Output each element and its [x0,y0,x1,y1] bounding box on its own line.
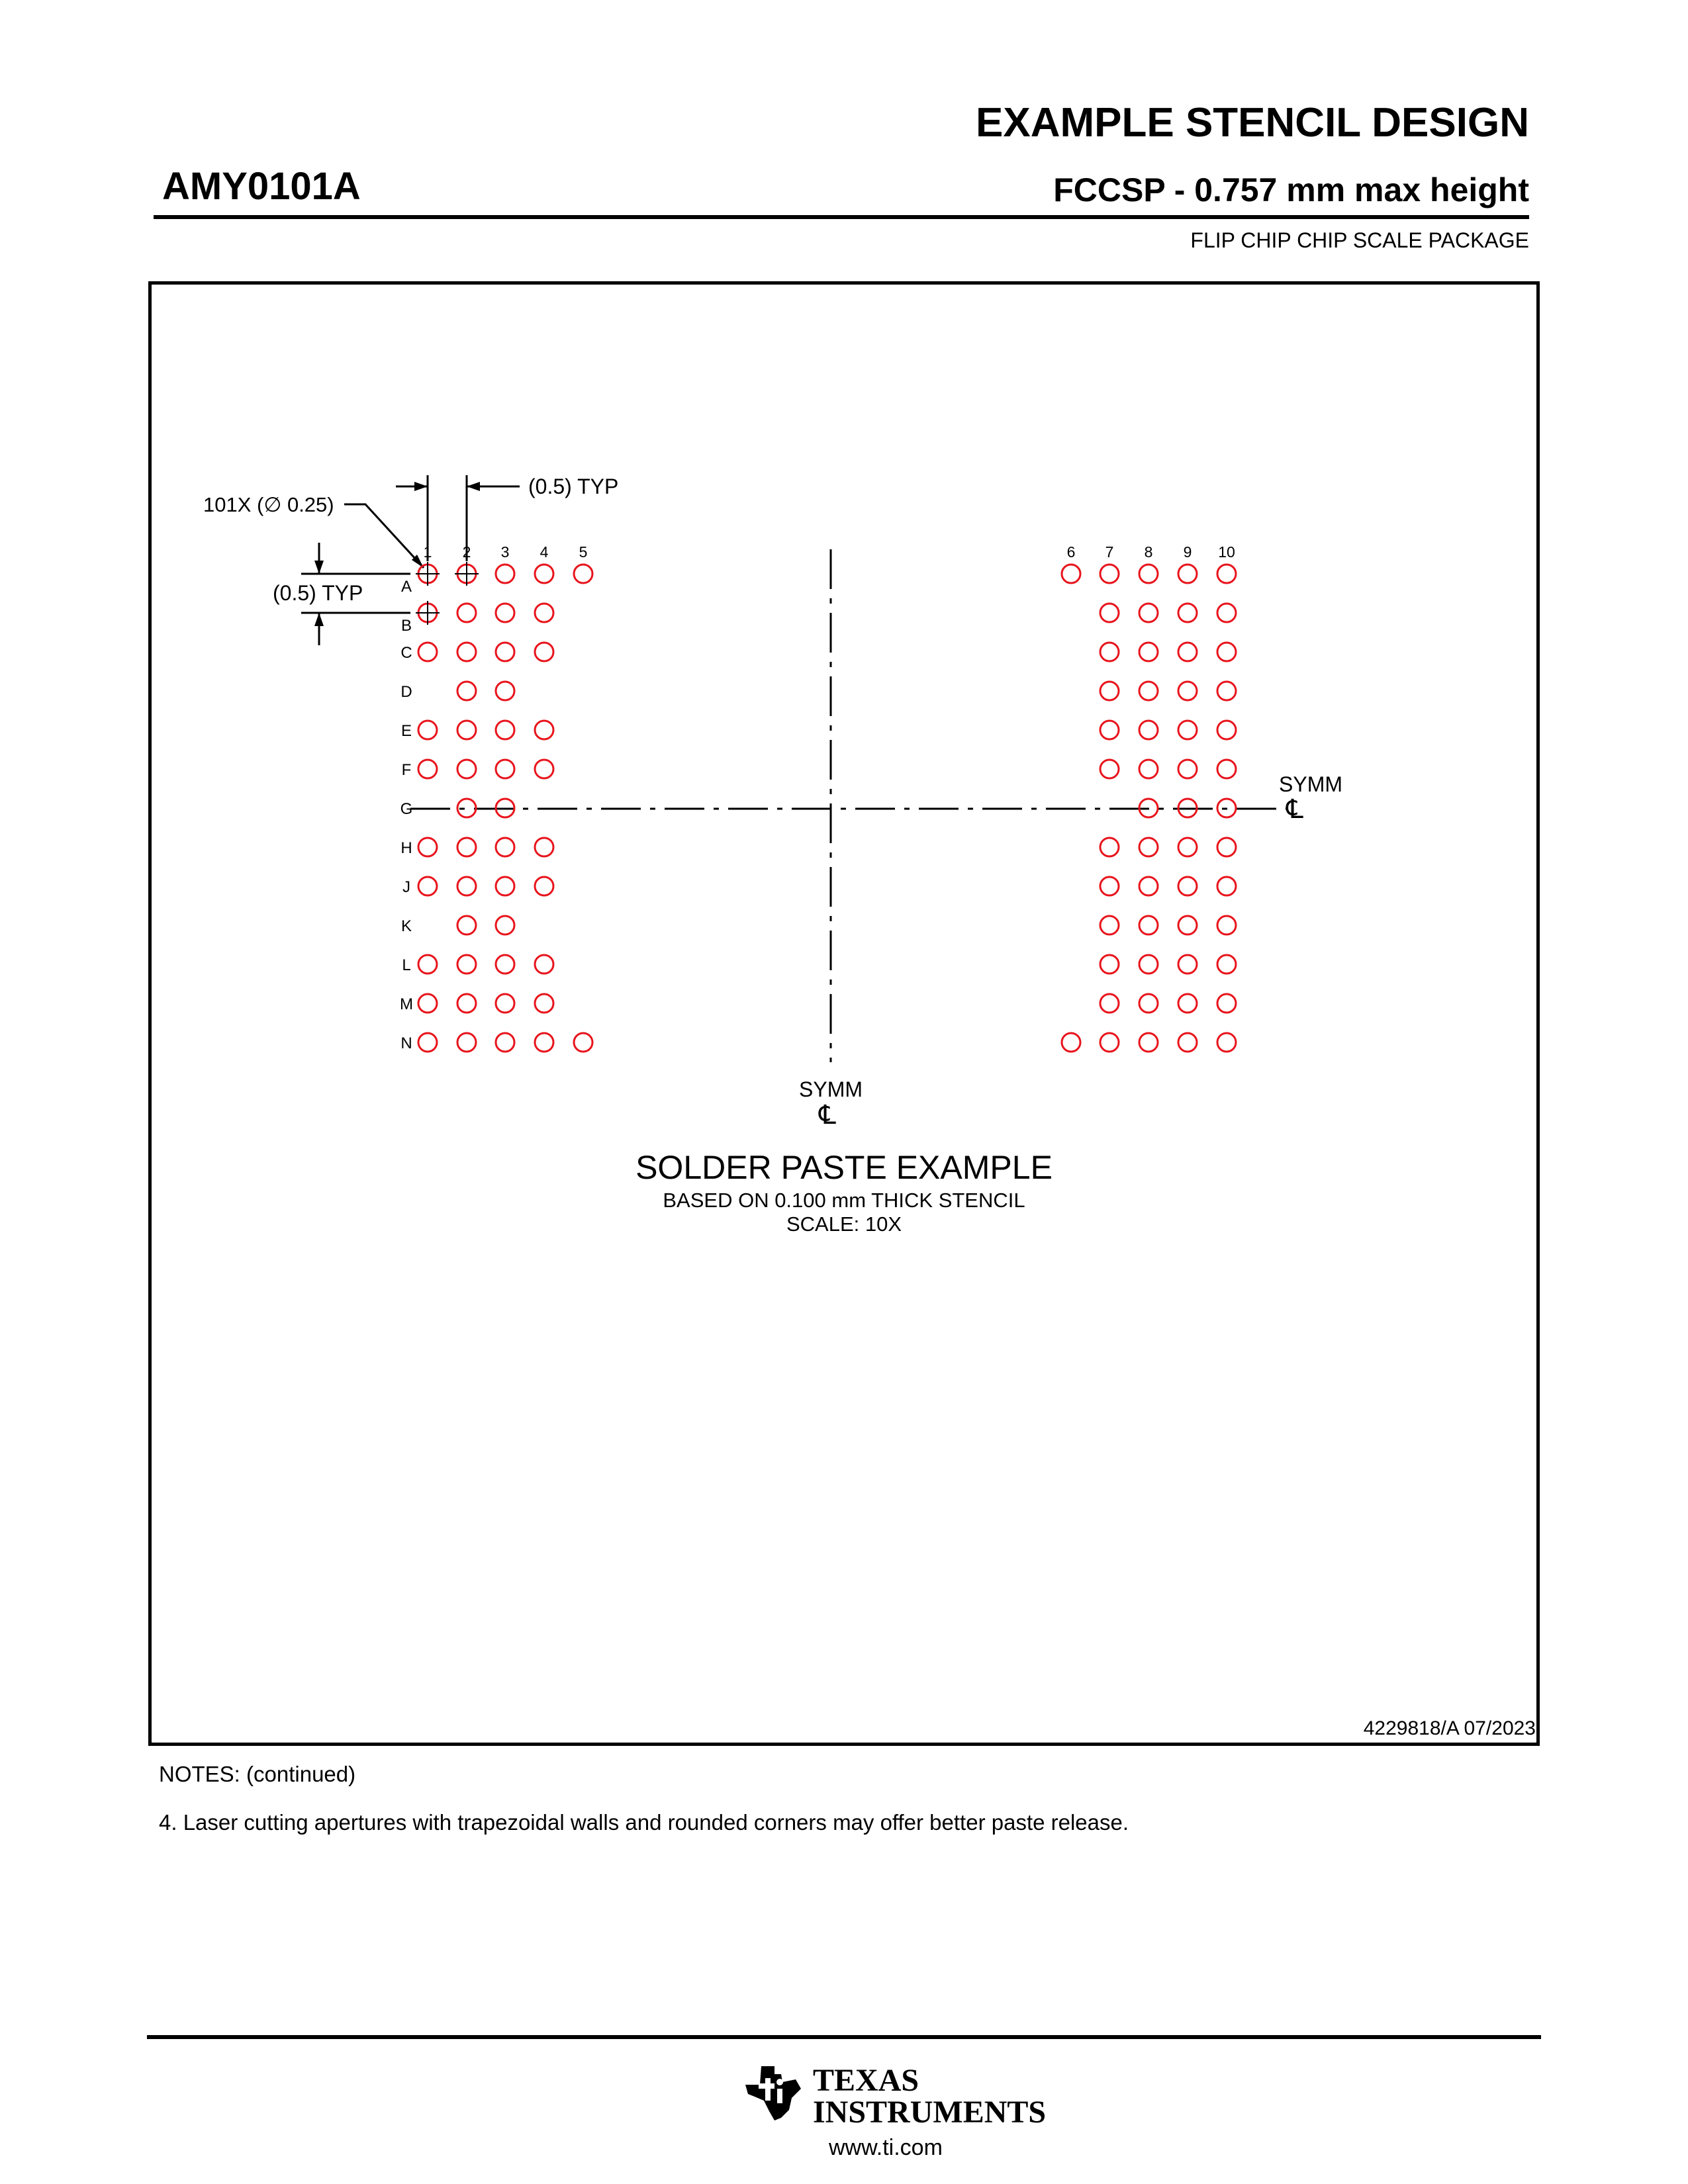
paste-aperture [496,565,514,583]
row-label: N [400,1034,412,1052]
paste-aperture [1139,994,1158,1013]
row-label: D [400,683,412,701]
paste-aperture [1139,565,1158,583]
column-label: 4 [539,543,549,561]
pitch-vertical-label: (0.5) TYP [273,581,363,605]
pitch-v-arrow-top [314,561,324,574]
paste-aperture [1217,565,1236,583]
row-label: F [401,761,412,779]
paste-aperture [1100,1033,1119,1052]
paste-aperture [457,955,476,974]
row-label: A [400,578,412,596]
paste-aperture [1100,721,1119,739]
pitch-horizontal-label: (0.5) TYP [528,475,619,498]
column-label: 8 [1144,543,1153,561]
paste-aperture [1178,604,1197,622]
paste-aperture [1217,955,1236,974]
paste-aperture [1100,916,1119,934]
column-label: 2 [462,543,471,561]
aperture-leader [344,504,424,568]
row-label: B [400,617,412,635]
ti-logo-icon [740,2060,806,2126]
paste-aperture [1100,565,1119,583]
paste-aperture [1139,916,1158,934]
paste-aperture [496,682,514,700]
symm-label-vertical: SYMM [799,1077,863,1101]
paste-aperture [418,838,437,856]
row-label: L [402,956,411,974]
paste-aperture [535,643,553,661]
paste-aperture [496,604,514,622]
centerline-symbol-horizontal: ℄ [1286,795,1303,824]
document-reference: 4229818/A 07/2023 [1363,1717,1536,1739]
paste-aperture [496,955,514,974]
row-label: E [400,722,412,740]
paste-aperture [1217,643,1236,661]
notes-heading: NOTES: (continued) [159,1762,356,1786]
paste-aperture [1062,1033,1080,1052]
paste-aperture [1178,721,1197,739]
paste-aperture [1217,994,1236,1013]
part-number: AMY0101A [162,165,361,208]
paste-aperture [1178,643,1197,661]
paste-aperture [1100,604,1119,622]
paste-aperture [457,1033,476,1052]
paste-aperture [1139,955,1158,974]
paste-aperture [1100,760,1119,778]
company-name-line2: INSTRUMENTS [813,2095,1047,2130]
paste-aperture [535,877,553,895]
row-label: C [400,644,412,662]
paste-aperture [457,643,476,661]
website-link[interactable]: www.ti.com [829,2135,943,2160]
paste-aperture [1139,643,1158,661]
paste-aperture [1178,565,1197,583]
paste-aperture [457,721,476,739]
paste-aperture [1217,604,1236,622]
paste-aperture [418,760,437,778]
paste-aperture [1178,1033,1197,1052]
paste-aperture [496,916,514,934]
caption-basis: BASED ON 0.100 mm THICK STENCIL [663,1189,1025,1212]
centerline-symbol-vertical: ℄ [819,1101,836,1130]
paste-aperture [1062,565,1080,583]
paste-aperture [535,760,553,778]
paste-aperture [1100,877,1119,895]
paste-aperture [1139,682,1158,700]
row-label: G [400,800,413,818]
column-label: 7 [1105,543,1114,561]
paste-aperture [1100,838,1119,856]
paste-aperture [496,877,514,895]
paste-aperture [457,838,476,856]
row-label: J [402,878,410,896]
paste-aperture [1139,721,1158,739]
paste-aperture [574,565,592,583]
column-label: 10 [1218,543,1235,561]
paste-aperture [1217,682,1236,700]
aperture-callout: 101X (∅ 0.25) [203,493,334,516]
paste-aperture [418,877,437,895]
paste-aperture [1139,1033,1158,1052]
paste-aperture [1139,877,1158,895]
row-label: H [400,839,412,857]
paste-aperture [1100,682,1119,700]
package-description: FLIP CHIP CHIP SCALE PACKAGE [1190,228,1529,252]
row-label: M [400,995,413,1013]
paste-aperture [1178,916,1197,934]
paste-aperture [457,994,476,1013]
paste-aperture [1178,955,1197,974]
paste-aperture [457,877,476,895]
paste-aperture [418,721,437,739]
paste-aperture [1100,955,1119,974]
paste-aperture [535,721,553,739]
paste-aperture [496,721,514,739]
column-label: 6 [1066,543,1076,561]
company-name-line1: TEXAS [813,2063,919,2098]
paste-aperture [457,916,476,934]
paste-aperture [535,565,553,583]
paste-aperture [1178,760,1197,778]
paste-aperture [418,994,437,1013]
paste-aperture [1178,994,1197,1013]
column-label: 9 [1183,543,1192,561]
paste-aperture [535,604,553,622]
paste-aperture [1217,721,1236,739]
paste-aperture [457,682,476,700]
column-label: 1 [423,543,432,561]
paste-aperture [535,955,553,974]
caption-scale: SCALE: 10X [786,1212,902,1236]
paste-aperture [1100,994,1119,1013]
paste-aperture [1139,838,1158,856]
paste-aperture [496,643,514,661]
paste-aperture [535,994,553,1013]
symm-label-horizontal: SYMM [1279,772,1342,796]
paste-aperture [418,643,437,661]
paste-aperture [496,1033,514,1052]
paste-aperture [457,604,476,622]
paste-aperture [1139,760,1158,778]
page-title: EXAMPLE STENCIL DESIGN [976,100,1529,146]
paste-aperture [1217,760,1236,778]
paste-aperture [1178,682,1197,700]
paste-aperture [1217,916,1236,934]
paste-aperture [1178,877,1197,895]
paste-aperture [1139,604,1158,622]
paste-aperture [1178,838,1197,856]
paste-aperture [1100,643,1119,661]
column-label: 5 [579,543,588,561]
paste-aperture [535,838,553,856]
row-label: K [400,917,412,935]
paste-aperture [496,838,514,856]
footer-divider [147,2035,1541,2039]
paste-aperture [574,1033,592,1052]
paste-aperture [1217,877,1236,895]
paste-aperture [457,760,476,778]
paste-aperture [1217,838,1236,856]
caption-title: SOLDER PASTE EXAMPLE [635,1149,1053,1186]
note-4: 4. Laser cutting apertures with trapezoidal walls and rounded corners may offer better paste release. [159,1810,1129,1835]
paste-aperture [418,955,437,974]
paste-aperture [535,1033,553,1052]
paste-aperture [418,1033,437,1052]
paste-aperture [496,760,514,778]
paste-aperture [496,994,514,1013]
column-label: 3 [500,543,510,561]
pitch-h-arrow-right [467,482,480,491]
paste-aperture [1217,1033,1236,1052]
pitch-h-arrow-left [414,482,428,491]
pitch-v-arrow-bottom [314,613,324,626]
package-subtitle: FCCSP - 0.757 mm max height [1053,171,1529,208]
